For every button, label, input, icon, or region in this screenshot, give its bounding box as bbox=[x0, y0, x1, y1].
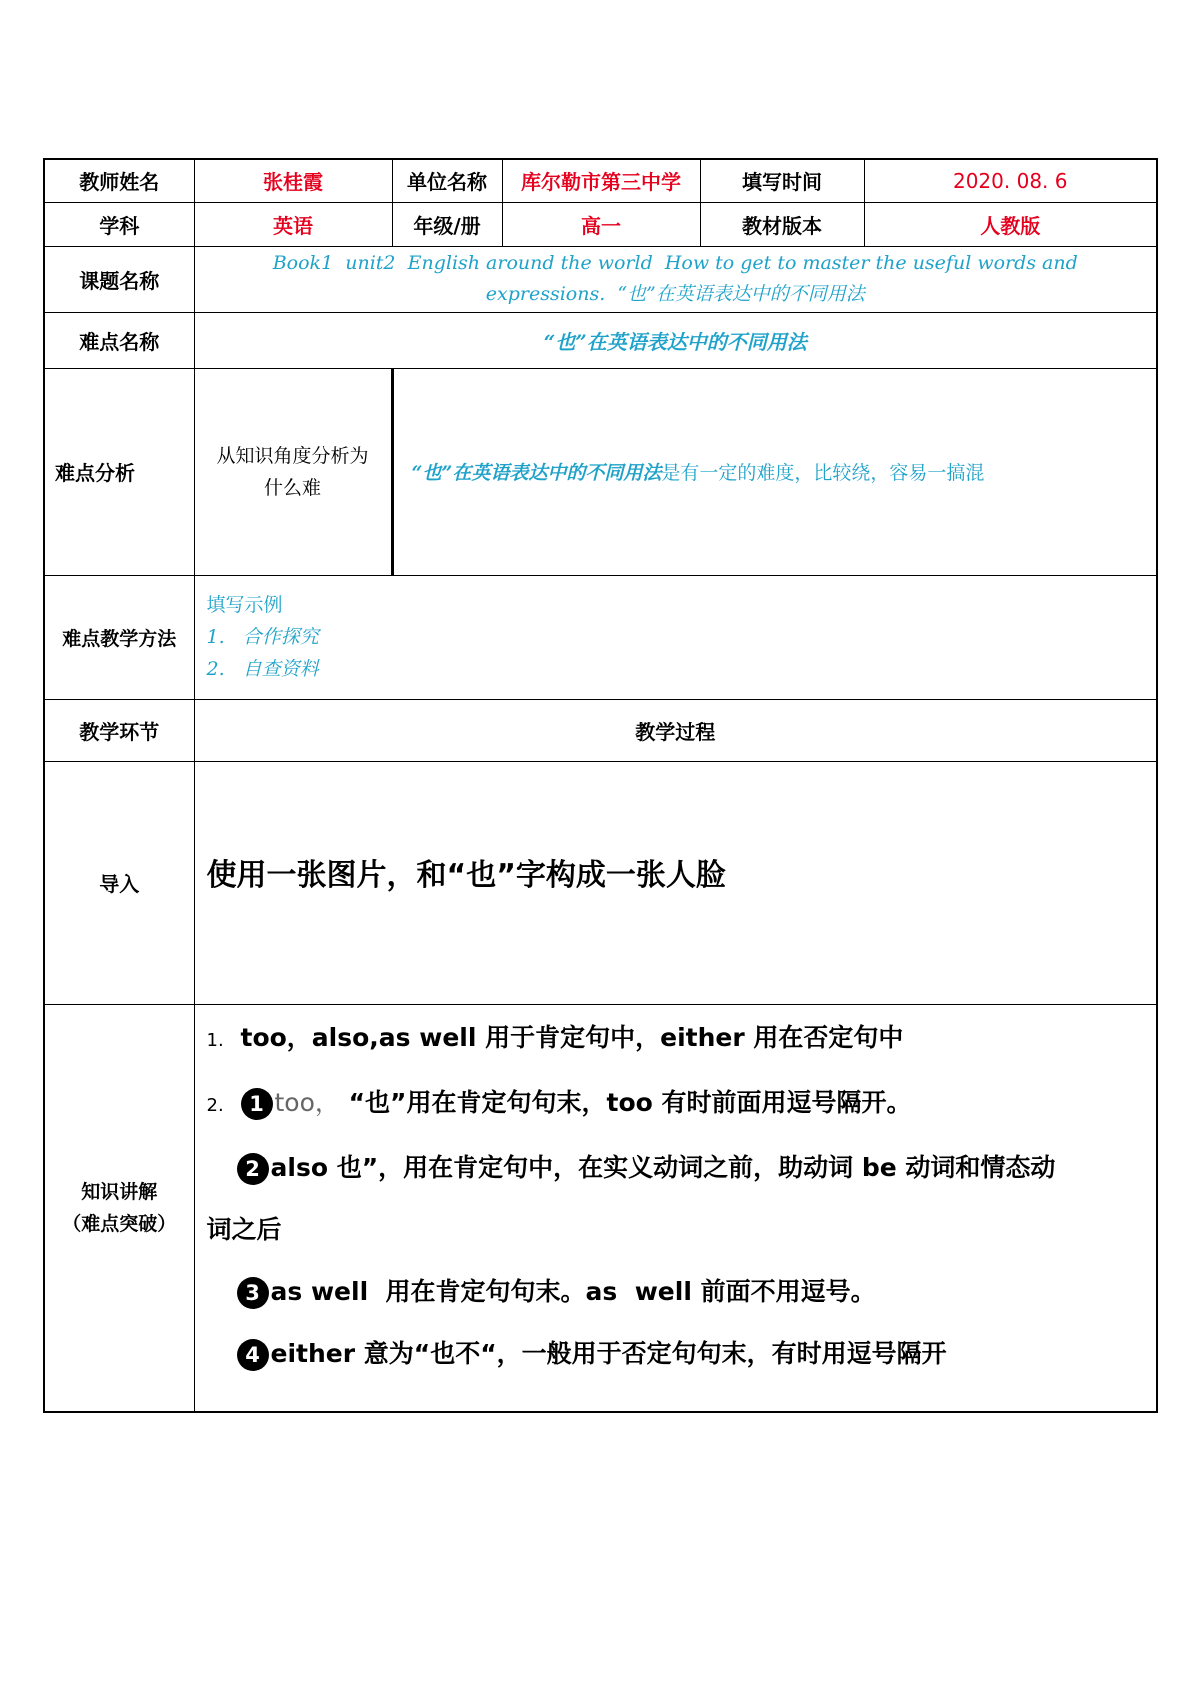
subject-label: 学科 bbox=[44, 202, 194, 246]
knowledge-line-2-num: 2. bbox=[206, 1094, 224, 1116]
method-label: 难点教学方法 bbox=[44, 575, 194, 699]
knowledge-line-5-text: as well 用在肯定句句末。as well 前面不用逗号。 bbox=[270, 1276, 876, 1306]
knowledge-line-1-num: 1. bbox=[206, 1029, 224, 1051]
circled-one-icon: 1 bbox=[241, 1088, 273, 1120]
method-item-1: 1. 合作探究 bbox=[206, 626, 319, 648]
lesson-plan-form bbox=[43, 158, 1156, 1415]
intro-row bbox=[44, 761, 1157, 1004]
method-item-2: 2. 自查资料 bbox=[206, 658, 319, 680]
analysis-highlight: “也”在英语表达中的不同用法 bbox=[411, 462, 662, 484]
unit-value: 库尔勒市第三中学 bbox=[502, 159, 700, 202]
lesson-table bbox=[43, 158, 1158, 1413]
knowledge-line-2 bbox=[207, 1072, 1157, 1137]
topic-row bbox=[44, 246, 1157, 312]
analysis-label: 难点分析 bbox=[44, 368, 194, 575]
knowledge-label-1: 知识讲解 bbox=[81, 1180, 158, 1203]
knowledge-line-1 bbox=[207, 1007, 1157, 1072]
date-value: 2020. 08. 6 bbox=[864, 159, 1157, 202]
difficulty-row bbox=[44, 312, 1157, 368]
header-row-1 bbox=[44, 159, 1157, 202]
teacher-label: 教师姓名 bbox=[44, 159, 194, 202]
teacher-value: 张桂霞 bbox=[194, 159, 392, 202]
method-example: 填写示例 bbox=[206, 594, 283, 616]
topic-value bbox=[194, 246, 1157, 312]
knowledge-line-3-text: also 也”，用在肯定句中，在实义动词之前，助动词 be 动词和情态动 bbox=[270, 1152, 1056, 1182]
knowledge-line-4: 词之后 bbox=[206, 1214, 282, 1244]
header-row-2 bbox=[44, 202, 1157, 246]
analysis-sub-label-2: 什么难 bbox=[263, 476, 321, 499]
circled-four-icon: 4 bbox=[237, 1339, 269, 1371]
knowledge-line-6-text: either 意为“也不“，一般用于否定句句末，有时用逗号隔开 bbox=[270, 1338, 947, 1368]
process-stage-label: 教学环节 bbox=[44, 699, 194, 761]
process-header-value: 教学过程 bbox=[194, 699, 1157, 761]
method-row bbox=[44, 575, 1157, 699]
intro-label: 导入 bbox=[44, 761, 194, 1004]
analysis-text bbox=[392, 368, 1157, 575]
difficulty-label: 难点名称 bbox=[44, 312, 194, 368]
knowledge-label bbox=[44, 1004, 194, 1412]
subject-value: 英语 bbox=[194, 202, 392, 246]
difficulty-value: “也”在英语表达中的不同用法 bbox=[194, 312, 1157, 368]
topic-line-2: expressions. “也”在英语表达中的不同用法 bbox=[485, 283, 865, 305]
knowledge-line-2-text: “也”用在肯定句句末，too 有时前面用逗号隔开。 bbox=[348, 1087, 912, 1117]
circled-three-icon: 3 bbox=[237, 1277, 269, 1309]
process-header-row bbox=[44, 699, 1157, 761]
knowledge-line-3 bbox=[207, 1137, 1157, 1199]
topic-line-1: Book1 unit2 English around the world How to get to master the useful words and bbox=[272, 252, 1078, 274]
topic-label: 课题名称 bbox=[44, 246, 194, 312]
knowledge-content bbox=[194, 1004, 1157, 1412]
intro-text: 使用一张图片，和“也”字构成一张人脸 bbox=[194, 761, 1157, 1004]
knowledge-line-6 bbox=[207, 1323, 1157, 1385]
knowledge-line-5 bbox=[207, 1261, 1157, 1323]
analysis-sub-label bbox=[194, 368, 392, 575]
analysis-sub-label-1: 从知识角度分析为 bbox=[216, 444, 369, 467]
analysis-row bbox=[44, 368, 1157, 575]
analysis-rest: 是有一定的难度，比较绕，容易一搞混 bbox=[661, 462, 985, 484]
grade-value: 高一 bbox=[502, 202, 700, 246]
date-label: 填写时间 bbox=[700, 159, 864, 202]
knowledge-too: too， bbox=[274, 1087, 340, 1117]
circled-two-icon: 2 bbox=[237, 1153, 269, 1185]
knowledge-label-2: （难点突破） bbox=[62, 1212, 177, 1235]
knowledge-row bbox=[44, 1004, 1157, 1412]
edition-label: 教材版本 bbox=[700, 202, 864, 246]
unit-label: 单位名称 bbox=[392, 159, 502, 202]
grade-label: 年级/册 bbox=[392, 202, 502, 246]
method-content bbox=[194, 575, 1157, 699]
edition-value: 人教版 bbox=[864, 202, 1157, 246]
knowledge-line-1-text: too，also,as well 用于肯定句中，either 用在否定句中 bbox=[240, 1022, 904, 1052]
